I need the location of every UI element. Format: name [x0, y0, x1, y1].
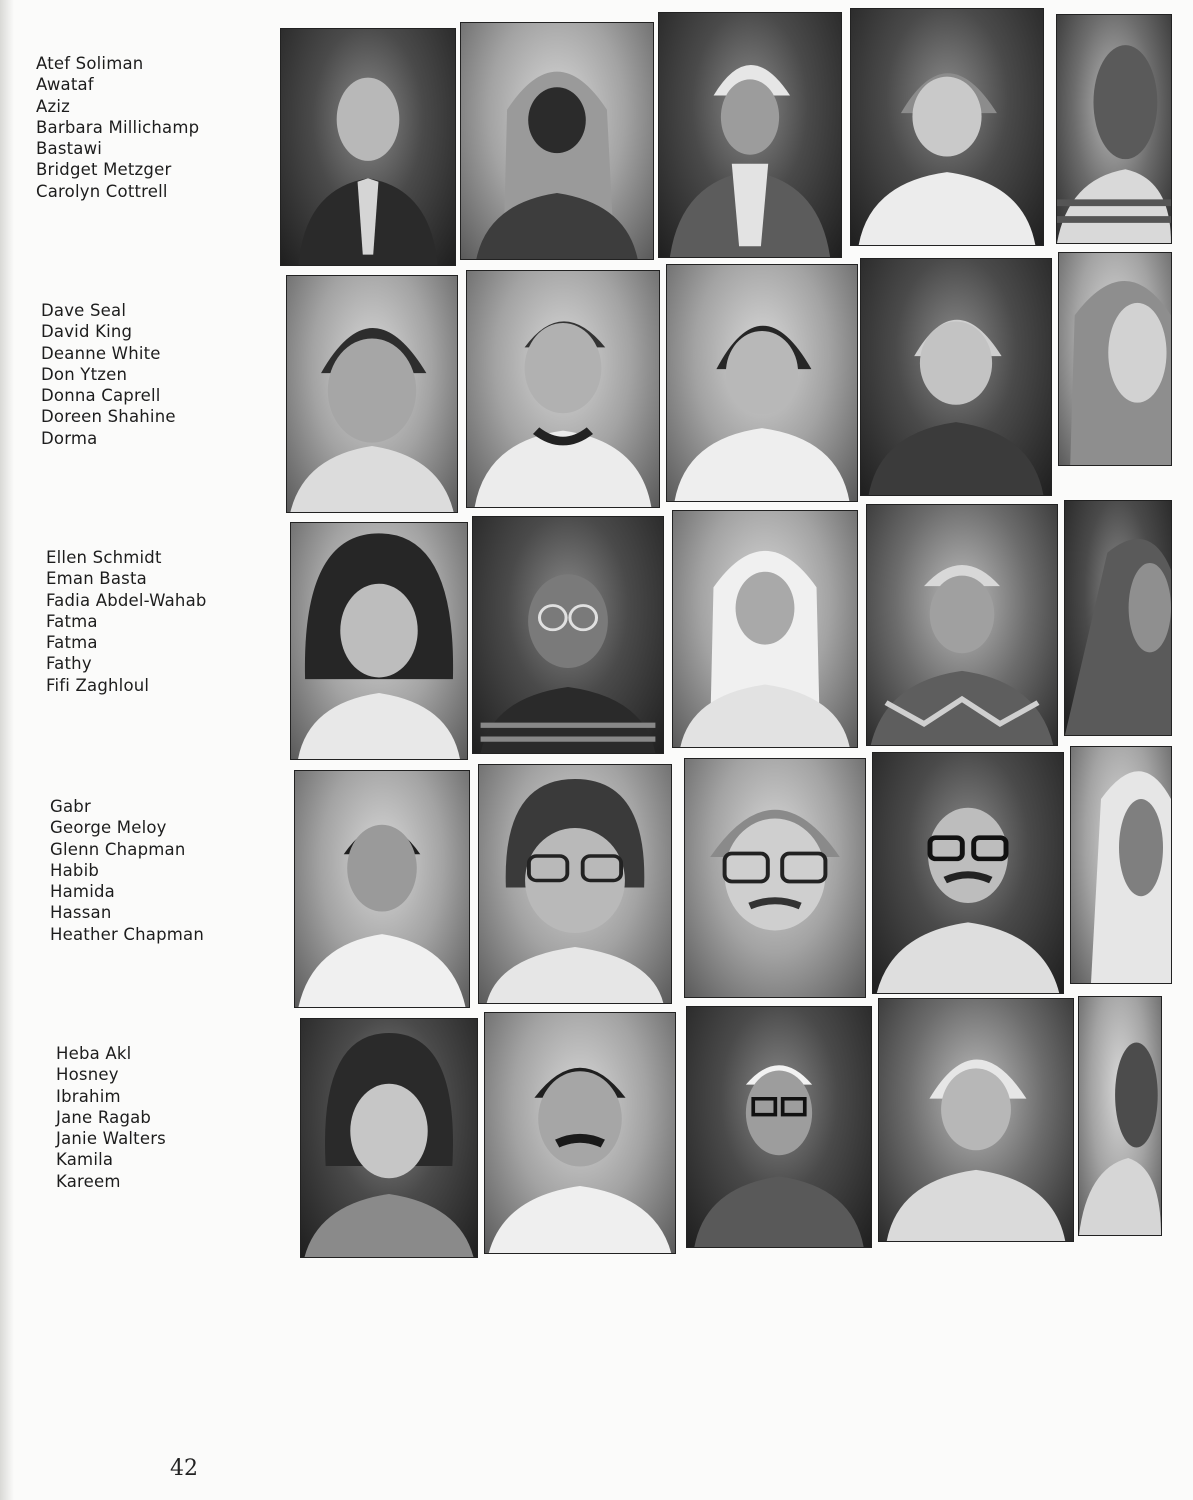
portrait-photo	[850, 8, 1044, 246]
name-entry: Janie Walters	[56, 1129, 166, 1149]
portrait-photo	[1064, 500, 1172, 736]
name-list-group-5	[56, 1043, 166, 1192]
name-entry: Fatma	[46, 611, 98, 631]
name-entry: Carolyn Cottrell	[36, 181, 168, 201]
name-entry: Donna Caprell	[41, 386, 161, 406]
name-entry: Habib	[50, 860, 100, 880]
portrait-photo	[300, 1018, 478, 1258]
portrait-photo	[280, 28, 456, 266]
name-entry: Doreen Shahine	[41, 407, 176, 427]
portrait-photo	[1058, 252, 1172, 466]
portrait-photo	[872, 752, 1064, 994]
name-entry: Hassan	[50, 903, 112, 923]
name-entry: Heather Chapman	[50, 924, 204, 944]
portrait-photo	[860, 258, 1052, 496]
name-entry: Atef Soliman	[36, 54, 144, 73]
name-entry: Fadia Abdel-Wahab	[46, 590, 207, 610]
portrait-photo	[290, 522, 468, 760]
name-entry: Bridget Metzger	[36, 160, 172, 180]
portrait-photo	[286, 275, 458, 513]
name-entry: Dave Seal	[41, 301, 127, 320]
portrait-photo	[294, 770, 470, 1008]
portrait-photo	[1070, 746, 1172, 984]
portrait-photo	[472, 516, 664, 754]
name-entry: Glenn Chapman	[50, 839, 186, 859]
name-entry: Gabr	[50, 797, 91, 816]
portrait-photo	[478, 764, 672, 1004]
name-entry: Ibrahim	[56, 1086, 121, 1106]
portrait-photo	[1078, 996, 1162, 1236]
name-entry: Don Ytzen	[41, 364, 128, 384]
portrait-photo	[866, 504, 1058, 746]
portrait-photo	[666, 264, 858, 502]
portrait-photo	[466, 270, 660, 508]
name-entry: Hosney	[56, 1065, 119, 1085]
portrait-photo	[460, 22, 654, 260]
name-entry: Awataf	[36, 75, 94, 95]
name-entry: Bastawi	[36, 139, 103, 159]
name-entry: Ellen Schmidt	[46, 548, 162, 567]
name-list-group-1	[36, 53, 199, 202]
portrait-photo	[684, 758, 866, 998]
name-list-group-2	[41, 300, 176, 449]
page-number: 42	[170, 1456, 198, 1481]
name-entry: Fathy	[46, 654, 92, 674]
name-entry: Heba Akl	[56, 1044, 132, 1063]
portrait-photo	[1056, 14, 1172, 244]
name-entry: Fatma	[46, 633, 98, 653]
portrait-photo	[658, 12, 842, 258]
portrait-photo	[878, 998, 1074, 1242]
portrait-photo	[686, 1006, 872, 1248]
name-entry: Deanne White	[41, 343, 161, 363]
name-entry: Kamila	[56, 1150, 114, 1170]
name-entry: Kareem	[56, 1171, 121, 1191]
name-entry: Eman Basta	[46, 569, 147, 589]
name-entry: David King	[41, 322, 133, 342]
name-entry: Barbara Millichamp	[36, 117, 200, 137]
name-entry: George Meloy	[50, 818, 167, 838]
name-entry: Jane Ragab	[56, 1107, 152, 1127]
page-edge-shadow	[0, 0, 14, 1500]
name-entry: Hamida	[50, 882, 115, 902]
name-entry: Aziz	[36, 96, 70, 116]
portrait-photo	[672, 510, 858, 748]
name-list-group-3	[46, 547, 207, 696]
name-entry: Dorma	[41, 428, 98, 448]
name-list-group-4	[50, 796, 204, 945]
name-entry: Fifi Zaghloul	[46, 675, 150, 695]
portrait-photo	[484, 1012, 676, 1254]
